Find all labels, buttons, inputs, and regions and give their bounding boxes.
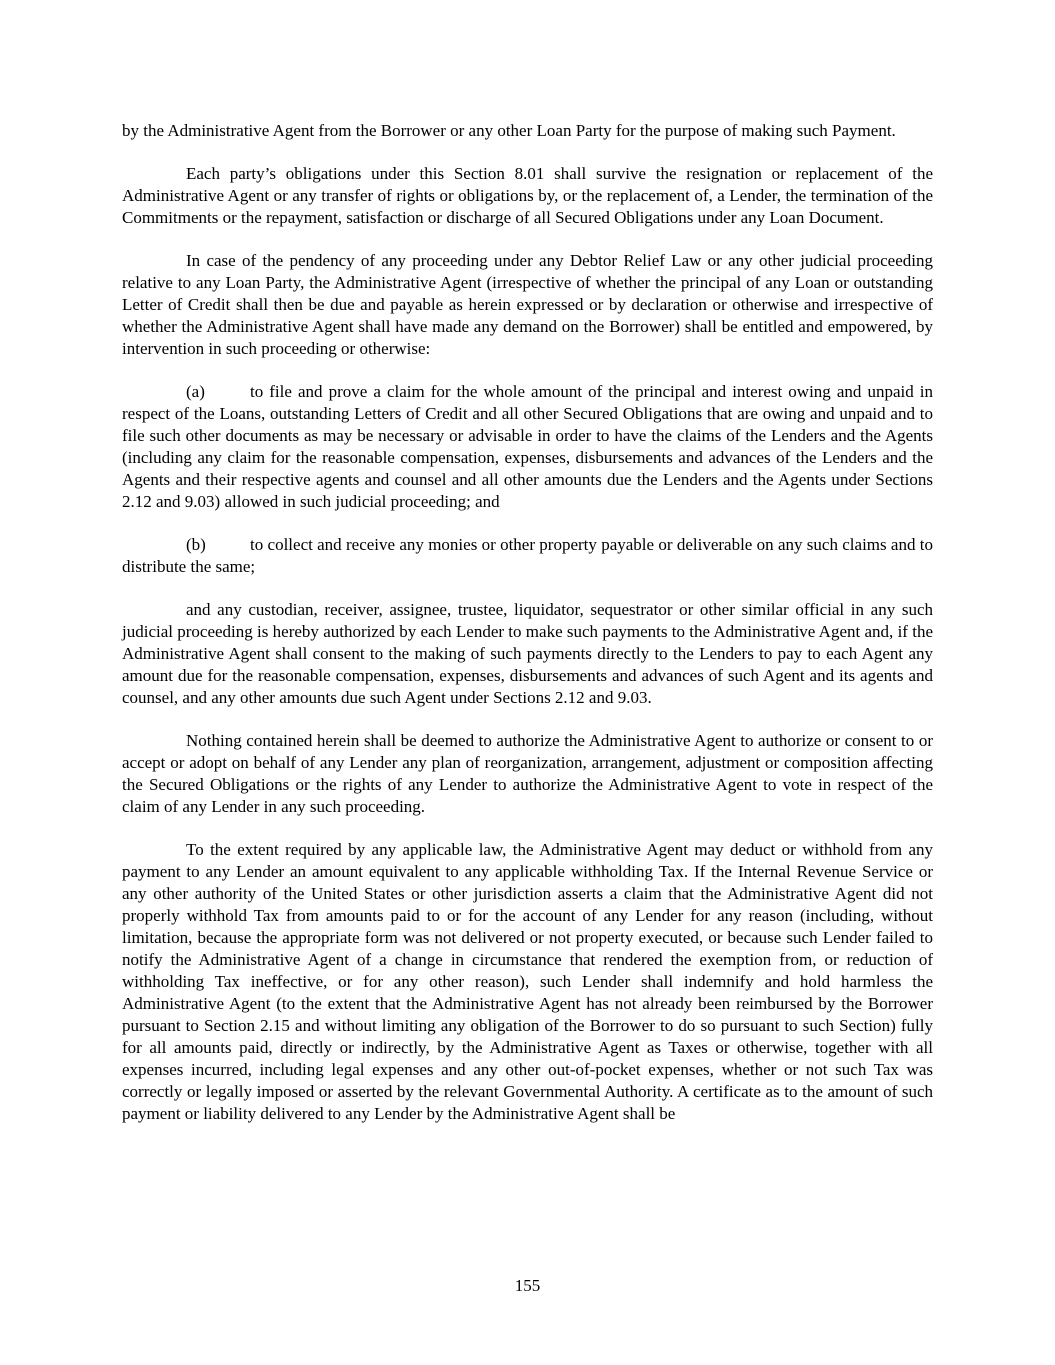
list-item-a	[122, 381, 933, 513]
paragraph-text: To the extent required by any applicable law, the Administrative Agent may deduct or withhold from any payment to any Lender an amount equivalent to any applicable withholding Tax. If the Internal Revenue Service or any other authority of the United States or other jurisdiction asserts a claim that the Administrative Agent did not properly withhold Tax from amounts paid to or for the account of any Lender for any reason (including, without limitation, because the appropriate form was not delivered or not property executed, or because such Lender failed to notify the Administrative Agent of a change in circumstance that rendered the exemption from, or reduction of withholding Tax ineffective, or for any other reason), such Lender shall indemnify and hold harmless the Administrative Agent (to the extent that the Administrative Agent has not already been reimbursed by the Borrower pursuant to Section 2.15 and without limiting any obligation of the Borrower to do so pursuant to such Section) fully for all amounts paid, directly or indirectly, by the Administrative Agent as Taxes or otherwise, together with all expenses incurred, including legal expenses and any other out-of-pocket expenses, whether or not such Tax was correctly or legally imposed or asserted by the relevant Governmental Authority. A certificate as to the amount of such payment or liability delivered to any Lender by the Administrative Agent shall be	[122, 840, 933, 1123]
paragraph-text: to collect and receive any monies or other property payable or deliverable on any such claims and to distribute the same;	[122, 535, 933, 576]
paragraph-text: by the Administrative Agent from the Borrower or any other Loan Party for the purpose of making such Payment.	[122, 121, 896, 140]
page-number: 155	[514, 1276, 541, 1295]
paragraph	[122, 839, 933, 1125]
paragraph-text: In case of the pendency of any proceeding under any Debtor Relief Law or any other judicial proceeding relative to any Loan Party, the Administrative Agent (irrespective of whether the principal of any Loan or outstanding Letter of Credit shall then be due and payable as herein expressed or by declaration or otherwise and irrespective of whether the Administrative Agent shall have made any demand on the Borrower) shall be entitled and empowered, by intervention in such proceeding or otherwise:	[122, 251, 933, 358]
document-body	[122, 120, 933, 1146]
paragraph	[122, 599, 933, 709]
paragraph-text: Nothing contained herein shall be deemed to authorize the Administrative Agent to authorize or consent to or accept or adopt on behalf of any Lender any plan of reorganization, arrangement, adjustment or composition affecting the Secured Obligations or the rights of any Lender to authorize the Administrative Agent to vote in respect of the claim of any Lender in any such proceeding.	[122, 731, 933, 816]
paragraph-text: and any custodian, receiver, assignee, trustee, liquidator, sequestrator or other similar official in any such judicial proceeding is hereby authorized by each Lender to make such payments to the Administrative Agent and, if the Administrative Agent shall consent to the making of such payments directly to the Lenders to pay to each Agent any amount due for the reasonable compensation, expenses, disbursements and advances of such Agent and its agents and counsel, and any other amounts due such Agent under Sections 2.12 and 9.03.	[122, 600, 933, 707]
list-item-label: (a)	[186, 382, 205, 401]
paragraph	[122, 730, 933, 818]
list-item-label: (b)	[186, 535, 206, 554]
list-item-b	[122, 534, 933, 578]
paragraph	[122, 120, 933, 142]
paragraph-text: Each party’s obligations under this Section 8.01 shall survive the resignation or replacement of the Administrative Agent or any transfer of rights or obligations by, or the replacement of, a Lender, the termination of the Commitments or the repayment, satisfaction or discharge of all Secured Obligations under any Loan Document.	[122, 164, 933, 227]
paragraph-text: to file and prove a claim for the whole amount of the principal and interest owing and unpaid in respect of the Loans, outstanding Letters of Credit and all other Secured Obligations that are owing and unpaid and to file such other documents as may be necessary or advisable in order to have the claims of the Lenders and the Agents (including any claim for the reasonable compensation, expenses, disbursements and advances of the Lenders and the Agents and their respective agents and counsel and all other amounts due the Lenders and the Agents under Sections 2.12 and 9.03) allowed in such judicial proceeding; and	[122, 382, 933, 511]
paragraph	[122, 250, 933, 360]
paragraph	[122, 163, 933, 229]
